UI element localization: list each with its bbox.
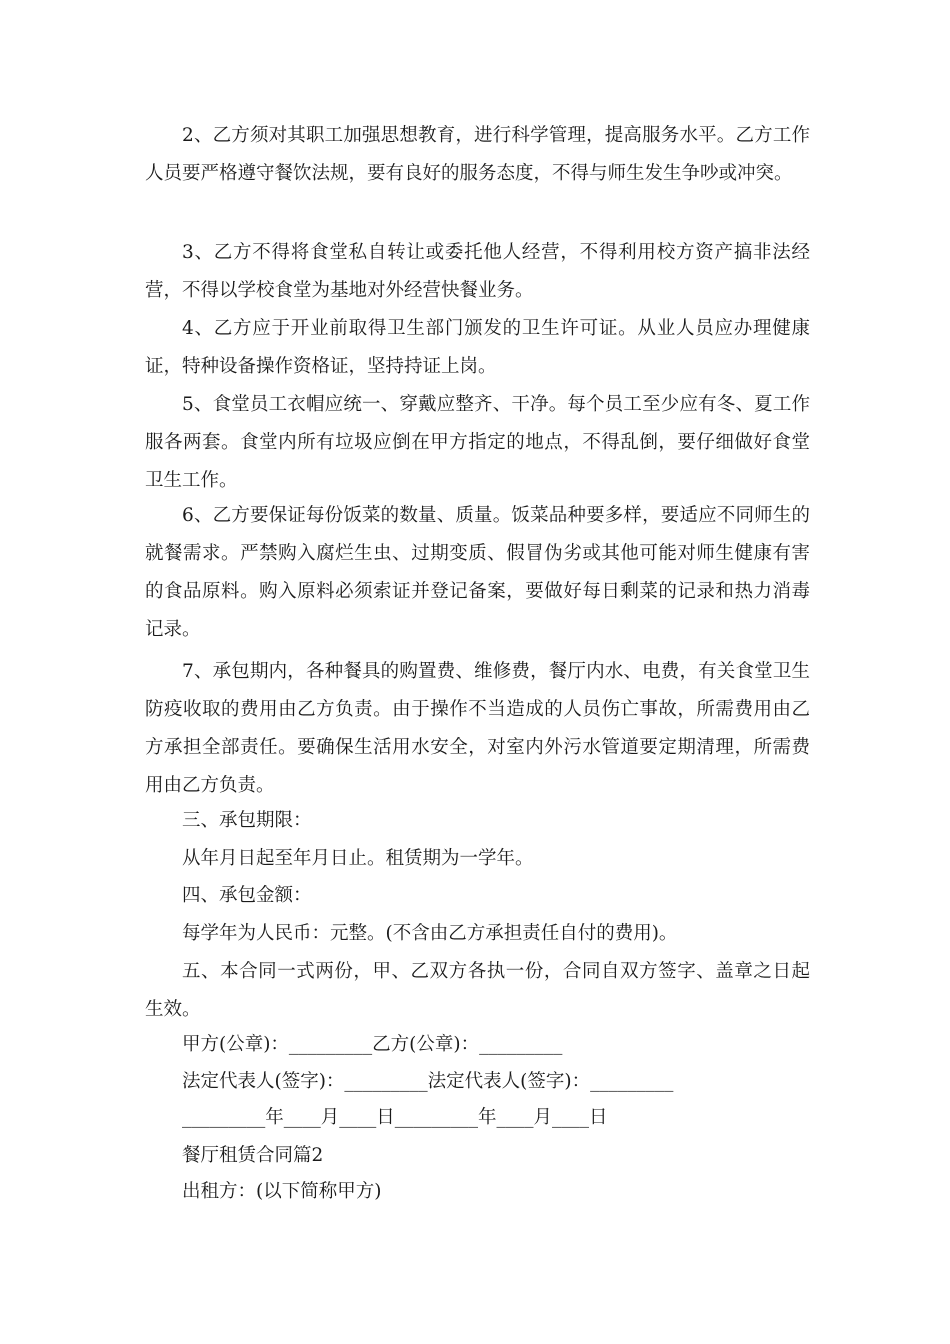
representative-line: 法定代表人(签字)：_________法定代表人(签字)：_________ <box>182 1071 674 1092</box>
section-title: 餐厅租赁合同篇2 <box>182 1145 324 1166</box>
amount-text: 每学年为人民币：元整。(不含由乙方承担责任自付的费用)。 <box>182 923 678 944</box>
term-text: 从年月日起至年月日止。租赁期为一学年。 <box>182 848 534 869</box>
section-5: 五、本合同一式两份，甲、乙双方各执一份，合同自双方签字、盖章之日起生效。 <box>145 961 810 1020</box>
clause-2: 2、乙方须对其职工加强思想教育，进行科学管理，提高服务水平。乙方工作人员要严格遵守餐饮法规，要有良好的服务态度，不得与师生发生争吵或冲突。 <box>145 125 810 184</box>
clause-4: 4、乙方应于开业前取得卫生部门颁发的卫生许可证。从业人员应办理健康证，特种设备操作资格证，坚持持证上岗。 <box>145 318 810 377</box>
clause-6: 6、乙方要保证每份饭菜的数量、质量。饭菜品种要多样，要适应不同师生的就餐需求。严禁购入腐烂生虫、过期变质、假冒伪劣或其他可能对师生健康有害的食品原料。购入原料必须索证并登记备案，要做好每日剩菜的记录和热力消毒记录。 <box>145 505 810 640</box>
clause-7: 7、承包期内，各种餐具的购置费、维修费，餐厅内水、电费，有关食堂卫生防疫收取的费用由乙方负责。由于操作不当造成的人员伤亡事故，所需费用由乙方承担全部责任。要确保生活用水安全，对室内外污水管道要定期清理，所需费用由乙方负责。 <box>145 661 810 796</box>
seal-line: 甲方(公章)：_________乙方(公章)：_________ <box>182 1034 563 1055</box>
term-heading: 三、承包期限： <box>182 810 312 831</box>
date-line: _________年____月____日_________年____月____日 <box>182 1107 608 1128</box>
clause-5: 5、食堂员工衣帽应统一、穿戴应整齐、干净。每个员工至少应有冬、夏工作服各两套。食堂内所有垃圾应倒在甲方指定的地点，不得乱倒，要仔细做好食堂卫生工作。 <box>145 394 810 491</box>
clause-3: 3、乙方不得将食堂私自转让或委托他人经营，不得利用校方资产搞非法经营，不得以学校食堂为基地对外经营快餐业务。 <box>145 242 810 301</box>
lessor-line: 出租方：(以下简称甲方) <box>182 1181 382 1202</box>
amount-heading: 四、承包金额： <box>182 885 312 906</box>
